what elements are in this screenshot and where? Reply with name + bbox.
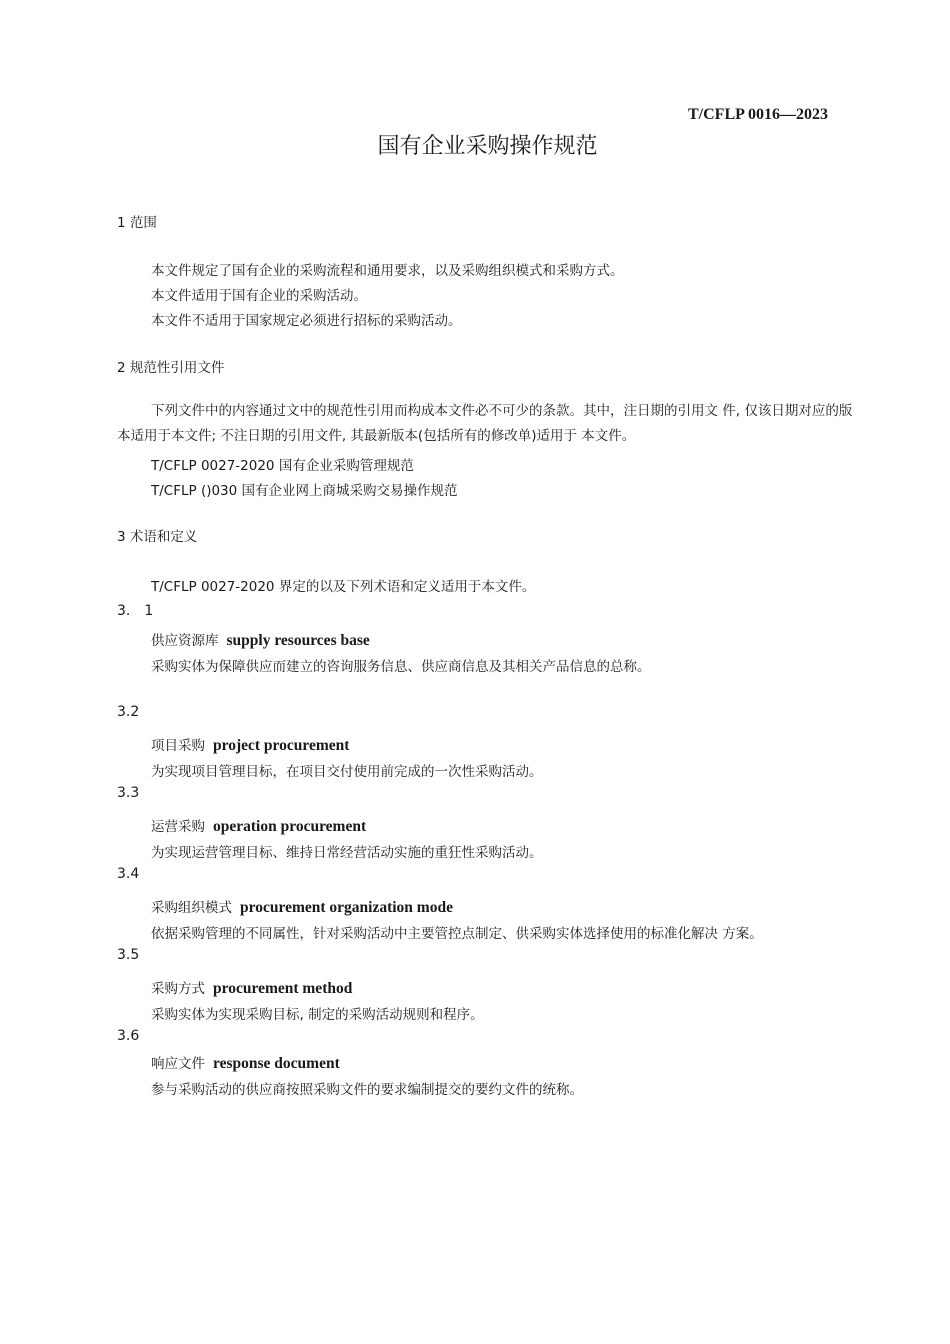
term-definition: 采购实体为实现采购目标, 制定的采购活动规则和程序。 <box>151 1007 484 1023</box>
term-number: 3.2 <box>117 704 140 720</box>
section-heading-scope: 1 范围 <box>117 215 157 231</box>
term-zh: 响应文件 <box>151 1056 205 1072</box>
term-name <box>151 896 453 917</box>
term-number: 3.5 <box>117 947 140 963</box>
term-name <box>151 815 366 836</box>
section-heading-normative-references: 2 规范性引用文件 <box>117 360 225 376</box>
term-name <box>151 629 370 650</box>
term-en: operation procurement <box>213 818 367 835</box>
term-definition: 参与采购活动的供应商按照采购文件的要求编制提交的要约文件的统称。 <box>151 1082 583 1098</box>
term-name <box>151 977 352 998</box>
term-name <box>151 1052 340 1073</box>
normative-references-paragraph: 下列文件中的内容通过文中的规范性引用而构成本文件必不可少的条款。其中，注日期的引用文 件, 仅该日期对应的版本适用于本文件; 不注日期的引用文件, 其最新版本(包括所有的修改单)适用于 本文件。 <box>117 403 853 444</box>
term-number: 3.6 <box>117 1028 140 1044</box>
scope-paragraph: 本文件规定了国有企业的采购流程和通用要求，以及采购组织模式和采购方式。 <box>151 263 624 279</box>
section-heading-terms: 3 术语和定义 <box>117 529 198 545</box>
term-zh: 运营采购 <box>151 819 205 835</box>
standard-code: T/CFLP 0016—2023 <box>688 106 829 123</box>
scope-paragraph: 本文件适用于国有企业的采购活动。 <box>151 288 367 304</box>
document-title: 国有企业采购操作规范 <box>377 134 598 159</box>
term-name <box>151 734 349 755</box>
term-zh: 供应资源库 <box>151 633 219 649</box>
terms-intro: T/CFLP 0027-2020 界定的以及下列术语和定义适用于本文件。 <box>151 579 536 595</box>
scope-paragraph: 本文件不适用于国家规定必须进行招标的采购活动。 <box>151 313 462 329</box>
term-zh: 采购方式 <box>151 981 205 997</box>
reference-item: T/CFLP ()030 国有企业网上商城采购交易操作规范 <box>151 483 458 499</box>
term-number: 3.3 <box>117 785 140 801</box>
term-en: response document <box>213 1055 340 1072</box>
term-zh: 采购组织模式 <box>151 900 232 916</box>
term-en: procurement method <box>213 980 353 997</box>
term-number: 3. 1 <box>117 603 154 619</box>
reference-item: T/CFLP 0027-2020 国有企业采购管理规范 <box>151 458 414 474</box>
term-definition: 采购实体为保障供应而建立的咨询服务信息、供应商信息及其相关产品信息的总称。 <box>151 659 651 675</box>
term-number: 3.4 <box>117 866 140 882</box>
term-en: supply resources base <box>226 632 370 649</box>
term-definition: 依据采购管理的不同属性，针对采购活动中主要管控点制定、供采购实体选择使用的标准化解决 方案。 <box>151 926 763 942</box>
term-en: project procurement <box>213 737 350 754</box>
term-zh: 项目采购 <box>151 738 205 754</box>
term-definition: 为实现运营管理目标、维持日常经营活动实施的重狂性采购活动。 <box>151 845 543 861</box>
term-definition: 为实现项目管理目标，在项目交付使用前完成的一次性采购活动。 <box>151 764 543 780</box>
term-en: procurement organization mode <box>240 899 453 916</box>
